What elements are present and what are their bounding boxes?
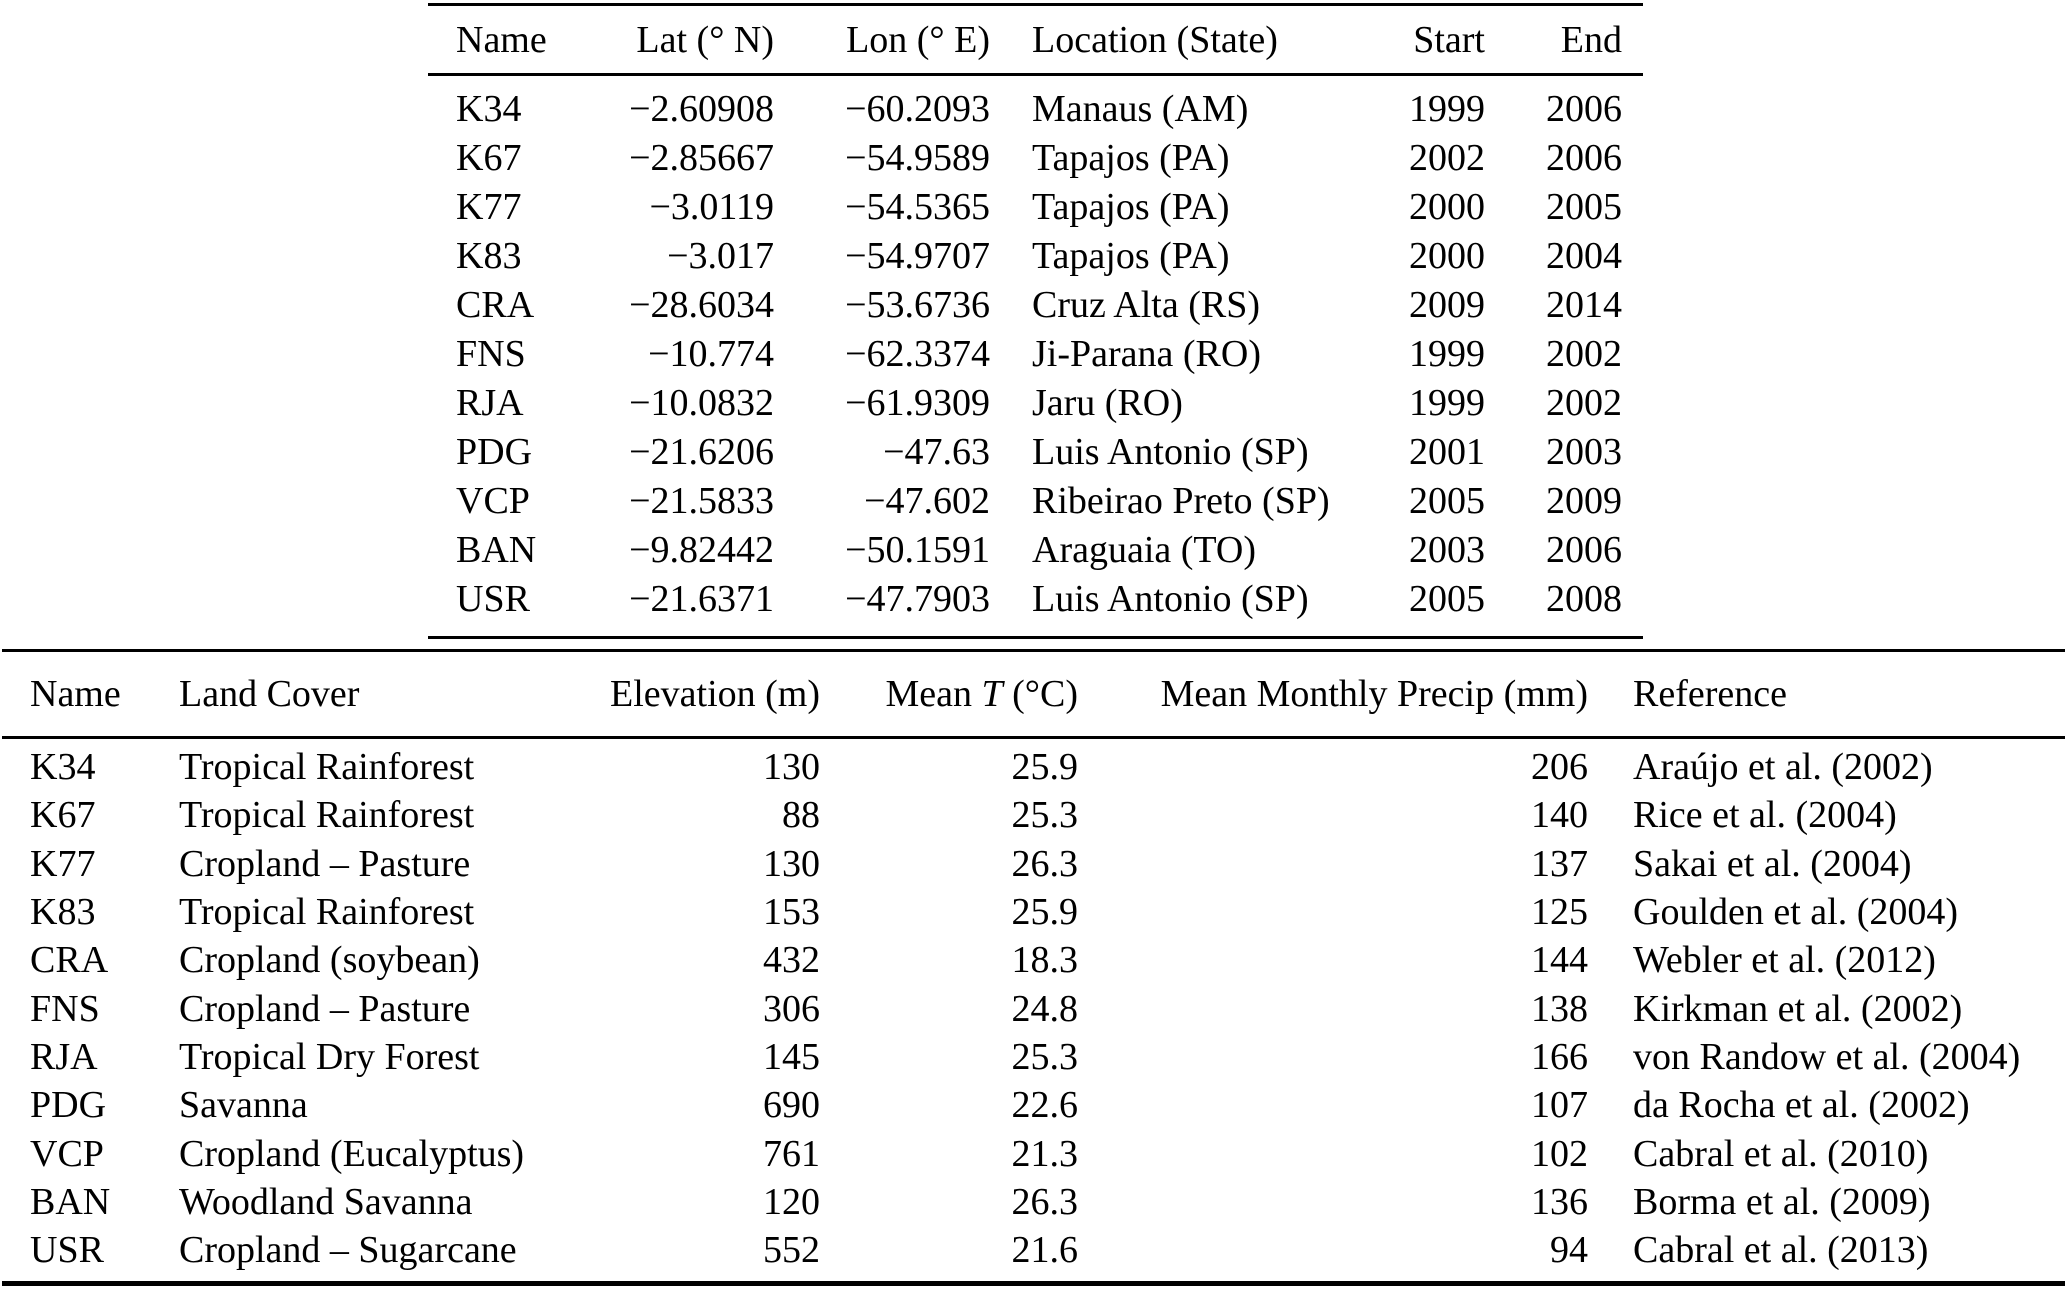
table-cell: 2009 bbox=[1546, 479, 1622, 522]
table-cell: CRA bbox=[456, 283, 535, 326]
table-cell: Araújo et al. (2002) bbox=[1633, 746, 1933, 789]
table-cell: Ribeirao Preto (SP) bbox=[1032, 479, 1330, 522]
table-cell: 2002 bbox=[1409, 136, 1485, 179]
table-cell: K67 bbox=[456, 136, 522, 179]
table-cell: Jaru (RO) bbox=[1032, 381, 1183, 424]
table-row bbox=[2, 1129, 2065, 1177]
table-cell: FNS bbox=[30, 987, 100, 1030]
table-cell: Cropland – Pasture bbox=[179, 842, 471, 885]
table-cell: Rice et al. (2004) bbox=[1633, 794, 1897, 837]
table-cell: −21.5833 bbox=[629, 479, 774, 522]
table-cell: 130 bbox=[763, 842, 820, 885]
column-header: Name bbox=[30, 673, 121, 715]
table-cell: 120 bbox=[763, 1180, 820, 1223]
table-cell: Cabral et al. (2010) bbox=[1633, 1132, 1929, 1175]
table-cell: RJA bbox=[30, 1035, 98, 1078]
table-cell: −21.6206 bbox=[629, 430, 774, 473]
table-cell: −47.602 bbox=[864, 479, 990, 522]
table-cell: −10.774 bbox=[648, 332, 774, 375]
table-cell: 2003 bbox=[1409, 528, 1485, 571]
table-cell: 25.3 bbox=[1011, 794, 1078, 837]
table-row bbox=[2, 984, 2065, 1032]
table-cell: 2005 bbox=[1546, 185, 1622, 228]
table-cell: 153 bbox=[763, 891, 820, 934]
table-row bbox=[2, 840, 2065, 888]
table-cell: 2005 bbox=[1409, 577, 1485, 620]
table-cell: 306 bbox=[763, 987, 820, 1030]
table-cell: 25.9 bbox=[1011, 746, 1078, 789]
table-cell: Cropland – Pasture bbox=[179, 987, 471, 1030]
table-header-rule bbox=[2, 736, 2065, 739]
table-cell: −62.3374 bbox=[845, 332, 990, 375]
column-header bbox=[820, 672, 1078, 716]
table-cell: 137 bbox=[1531, 842, 1588, 885]
table-cell: 130 bbox=[763, 746, 820, 789]
table-cell: 25.9 bbox=[1011, 891, 1078, 934]
table-row bbox=[2, 1226, 2065, 1274]
table-cell: 26.3 bbox=[1011, 1180, 1078, 1223]
table-body bbox=[2, 743, 2065, 1274]
table-cell: 2001 bbox=[1409, 430, 1485, 473]
table-cell: −54.5365 bbox=[845, 185, 990, 228]
table-cell: 552 bbox=[763, 1229, 820, 1272]
table-bottom-rule bbox=[2, 1281, 2065, 1286]
table-cell: 1999 bbox=[1409, 332, 1485, 375]
column-header-text: T bbox=[981, 673, 1003, 715]
table-cell: Borma et al. (2009) bbox=[1633, 1180, 1931, 1223]
table-cell: Araguaia (TO) bbox=[1032, 528, 1257, 571]
table-cell: −50.1591 bbox=[845, 528, 990, 571]
table-cell: −53.6736 bbox=[845, 283, 990, 326]
table-cell: −21.6371 bbox=[629, 577, 774, 620]
table-cell: 2014 bbox=[1546, 283, 1622, 326]
table-cell: 145 bbox=[763, 1035, 820, 1078]
table-cell: BAN bbox=[456, 528, 537, 571]
table-cell: 144 bbox=[1531, 939, 1588, 982]
table-cell: −3.017 bbox=[667, 234, 774, 277]
table-cell: Goulden et al. (2004) bbox=[1633, 891, 1959, 934]
column-header: Land Cover bbox=[179, 673, 360, 715]
table-cell: K77 bbox=[456, 185, 522, 228]
table-cell: BAN bbox=[30, 1180, 111, 1223]
table-cell: da Rocha et al. (2002) bbox=[1633, 1084, 1970, 1127]
table-cell: −61.9309 bbox=[845, 381, 990, 424]
table-cell: Woodland Savanna bbox=[179, 1180, 473, 1223]
table-cell: 22.6 bbox=[1011, 1084, 1078, 1127]
column-header: Reference bbox=[1633, 673, 1787, 715]
table-cell: 2004 bbox=[1546, 234, 1622, 277]
table-cell: Tropical Rainforest bbox=[179, 891, 475, 934]
table-cell: −47.7903 bbox=[845, 577, 990, 620]
table-cell: 1999 bbox=[1409, 87, 1485, 130]
table-cell: 25.3 bbox=[1011, 1035, 1078, 1078]
table-cell: K83 bbox=[456, 234, 522, 277]
table-cell: −2.60908 bbox=[629, 87, 774, 130]
table-cell: FNS bbox=[456, 332, 526, 375]
column-header: Location (State) bbox=[1032, 19, 1278, 61]
table-cell: −2.85667 bbox=[629, 136, 774, 179]
table-row bbox=[2, 936, 2065, 984]
column-header: Elevation (m) bbox=[610, 673, 820, 715]
column-header: Lon (° E) bbox=[846, 19, 990, 61]
table-cell: 140 bbox=[1531, 794, 1588, 837]
table-cell: Cropland (soybean) bbox=[179, 939, 480, 982]
table-cell: 432 bbox=[763, 939, 820, 982]
table-cell: −28.6034 bbox=[629, 283, 774, 326]
table-cell: Tapajos (PA) bbox=[1032, 136, 1230, 179]
table-cell: 2000 bbox=[1409, 234, 1485, 277]
table-cell: Cabral et al. (2013) bbox=[1633, 1229, 1929, 1272]
table-cell: USR bbox=[30, 1229, 104, 1272]
table-cell: Luis Antonio (SP) bbox=[1032, 430, 1309, 473]
table-cell: −47.63 bbox=[883, 430, 990, 473]
table-row bbox=[2, 743, 2065, 791]
table-cell: 26.3 bbox=[1011, 842, 1078, 885]
table-cell: PDG bbox=[30, 1084, 107, 1127]
table-cell: Kirkman et al. (2002) bbox=[1633, 987, 1963, 1030]
table-cell: K83 bbox=[30, 891, 96, 934]
table-cell: Savanna bbox=[179, 1084, 308, 1127]
table-cell: 2002 bbox=[1546, 381, 1622, 424]
table-cell: 2005 bbox=[1409, 479, 1485, 522]
table-row bbox=[2, 1081, 2065, 1129]
table-cell: 21.3 bbox=[1011, 1132, 1078, 1175]
table-cell: Sakai et al. (2004) bbox=[1633, 842, 1912, 885]
table-cell: 166 bbox=[1531, 1035, 1588, 1078]
table-cell: 107 bbox=[1531, 1084, 1588, 1127]
table-cell: 2006 bbox=[1546, 136, 1622, 179]
table-cell: K34 bbox=[456, 87, 522, 130]
table-header-row bbox=[2, 655, 2065, 733]
column-header-text: (°C) bbox=[1002, 673, 1078, 715]
table-cell: RJA bbox=[456, 381, 524, 424]
table-cell: Luis Antonio (SP) bbox=[1032, 577, 1309, 620]
table-cell: 2003 bbox=[1546, 430, 1622, 473]
table-cell: 24.8 bbox=[1011, 987, 1078, 1030]
table-cell: Cropland (Eucalyptus) bbox=[179, 1132, 525, 1175]
column-header: Mean Monthly Precip (mm) bbox=[1160, 673, 1588, 715]
table-cell: 94 bbox=[1550, 1229, 1588, 1272]
table-cell: PDG bbox=[456, 430, 533, 473]
table-cell: 690 bbox=[763, 1084, 820, 1127]
table-cell: 102 bbox=[1531, 1132, 1588, 1175]
table-cell: Tropical Rainforest bbox=[179, 794, 475, 837]
table-cell: 2009 bbox=[1409, 283, 1485, 326]
column-header: Start bbox=[1413, 19, 1485, 61]
table-cell: Manaus (AM) bbox=[1032, 87, 1249, 130]
table-cell: −10.0832 bbox=[629, 381, 774, 424]
table-cell: 1999 bbox=[1409, 381, 1485, 424]
table-cell: VCP bbox=[30, 1132, 104, 1175]
table-cell: 2006 bbox=[1546, 528, 1622, 571]
table-row bbox=[2, 1033, 2065, 1081]
table-cell: VCP bbox=[456, 479, 530, 522]
table-cell: 125 bbox=[1531, 891, 1588, 934]
site-characteristics-table bbox=[2, 0, 2065, 1292]
table-top-rule bbox=[2, 649, 2065, 652]
table-row bbox=[2, 888, 2065, 936]
table-cell: 136 bbox=[1531, 1180, 1588, 1223]
table-cell: Cropland – Sugarcane bbox=[179, 1229, 517, 1272]
table-cell: K77 bbox=[30, 842, 96, 885]
table-cell: −60.2093 bbox=[845, 87, 990, 130]
table-cell: 2000 bbox=[1409, 185, 1485, 228]
table-cell: USR bbox=[456, 577, 530, 620]
table-cell: 88 bbox=[782, 794, 820, 837]
table-cell: −3.0119 bbox=[649, 185, 774, 228]
table-cell: 761 bbox=[763, 1132, 820, 1175]
column-header: End bbox=[1560, 19, 1622, 61]
table-cell: K34 bbox=[30, 746, 96, 789]
table-cell: 2006 bbox=[1546, 87, 1622, 130]
table-cell: K67 bbox=[30, 794, 96, 837]
table-cell: 206 bbox=[1531, 746, 1588, 789]
table-cell: 2002 bbox=[1546, 332, 1622, 375]
table-cell: Ji-Parana (RO) bbox=[1032, 332, 1261, 375]
table-cell: 18.3 bbox=[1011, 939, 1078, 982]
column-header-text: Mean bbox=[885, 673, 982, 715]
table-cell: 21.6 bbox=[1011, 1229, 1078, 1272]
table-cell: Webler et al. (2012) bbox=[1633, 939, 1936, 982]
table-cell: Tapajos (PA) bbox=[1032, 185, 1230, 228]
table-cell: Tropical Dry Forest bbox=[179, 1035, 480, 1078]
table-cell: Tapajos (PA) bbox=[1032, 234, 1230, 277]
table-cell: CRA bbox=[30, 939, 109, 982]
column-header: Lat (° N) bbox=[636, 19, 774, 61]
table-cell: −54.9589 bbox=[845, 136, 990, 179]
table-cell: Cruz Alta (RS) bbox=[1032, 283, 1260, 326]
column-header: Name bbox=[456, 19, 547, 61]
table-cell: von Randow et al. (2004) bbox=[1633, 1035, 2021, 1078]
table-cell: Tropical Rainforest bbox=[179, 746, 475, 789]
table-cell: −9.82442 bbox=[629, 528, 774, 571]
table-cell: −54.9707 bbox=[845, 234, 990, 277]
table-cell: 138 bbox=[1531, 987, 1588, 1030]
table-cell: 2008 bbox=[1546, 577, 1622, 620]
table-row bbox=[2, 791, 2065, 839]
table-row bbox=[2, 1178, 2065, 1226]
